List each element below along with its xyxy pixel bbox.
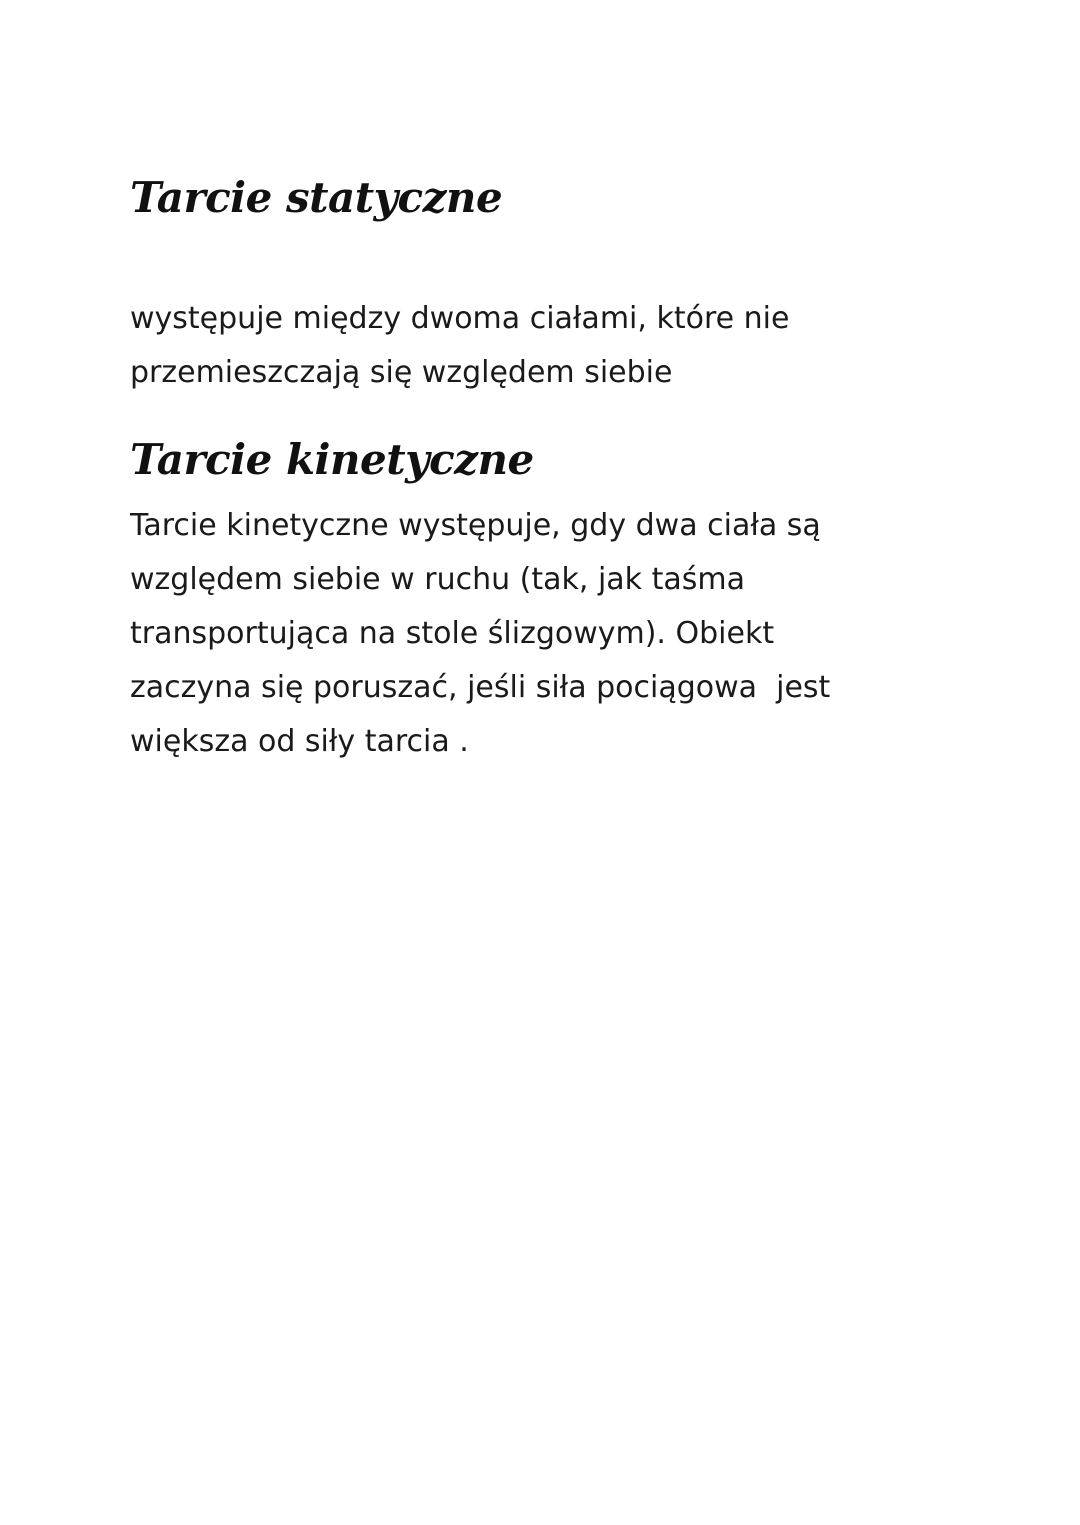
section-heading-static-friction: Tarcie statyczne [130, 173, 503, 222]
paragraph-line: występuje między dwoma ciałami, które nie [130, 301, 790, 336]
paragraph-line: zaczyna się poruszać, jeśli siła pociągowa jest [130, 670, 831, 705]
paragraph-line: Tarcie kinetyczne występuje, gdy dwa ciała są [130, 508, 821, 543]
kinetic-friction-paragraph [130, 499, 830, 769]
paragraph-line: względem siebie w ruchu (tak, jak taśma [130, 562, 745, 597]
paragraph-line: transportująca na stole ślizgowym). Obiekt [130, 616, 775, 651]
static-friction-paragraph [130, 292, 789, 400]
paragraph-line: przemieszczają się względem siebie [130, 355, 673, 390]
paragraph-line: większa od siły tarcia . [130, 724, 469, 759]
section-heading-kinetic-friction: Tarcie kinetyczne [130, 435, 534, 484]
